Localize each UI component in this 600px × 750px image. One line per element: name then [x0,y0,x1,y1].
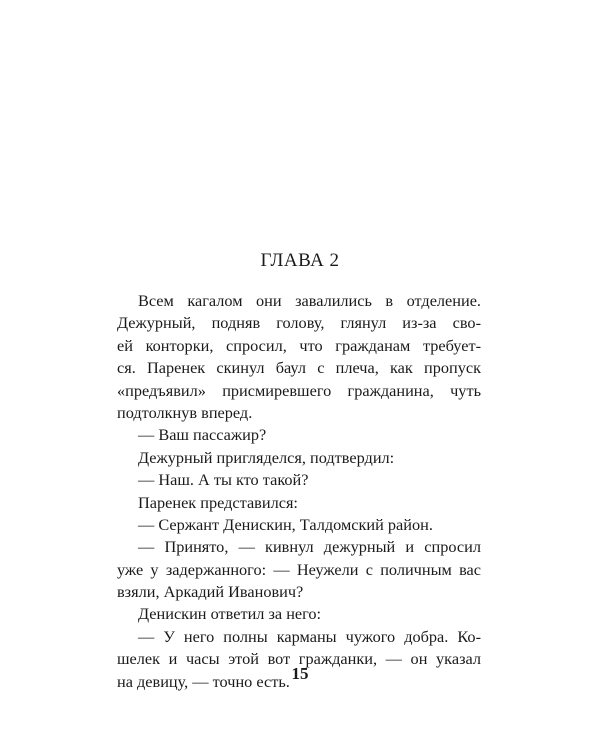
chapter-title: ГЛАВА 2 [260,250,340,271]
text-line: — Сержант Денискин, Талдомский район. [138,514,433,534]
text-line: Дежурный, подняв голову, глянул из-за сво- [117,313,481,333]
text-line: на девицу, — точно есть. [117,671,290,691]
text-line: уже у задержанного: — Неужели с поличным вас [117,559,481,579]
text-line: ся. Паренек скинул баул с плеча, как пропуск [117,358,481,378]
text-line: Всем кагалом они завалились в отделение. [138,291,481,310]
body-text [117,290,481,693]
text-line: подтолкнув вперед. [117,402,253,422]
text-line: — Наш. А ты кто такой? [138,470,309,490]
text-line: — Принято, — кивнул дежурный и спросил [138,537,481,557]
page-number: 15 [291,664,309,683]
text-line: взяли, Аркадий Иванович? [117,582,304,602]
text-line: Паренек представился: [138,492,298,512]
text-line: Дежурный пригляделся, подтвердил: [138,447,395,467]
text-line: — Ваш пассажир? [138,425,267,445]
text-line: — У него полны карманы чужого добра. Ко- [138,626,481,646]
text-line: Денискин ответил за него: [138,604,322,624]
text-line: шелек и часы этой вот гражданки, — он указал [117,649,481,669]
text-line: «предъявил» присмиревшего гражданина, чуть [117,380,481,400]
text-line: ей конторки, спросил, что гражданам требует- [117,335,481,355]
